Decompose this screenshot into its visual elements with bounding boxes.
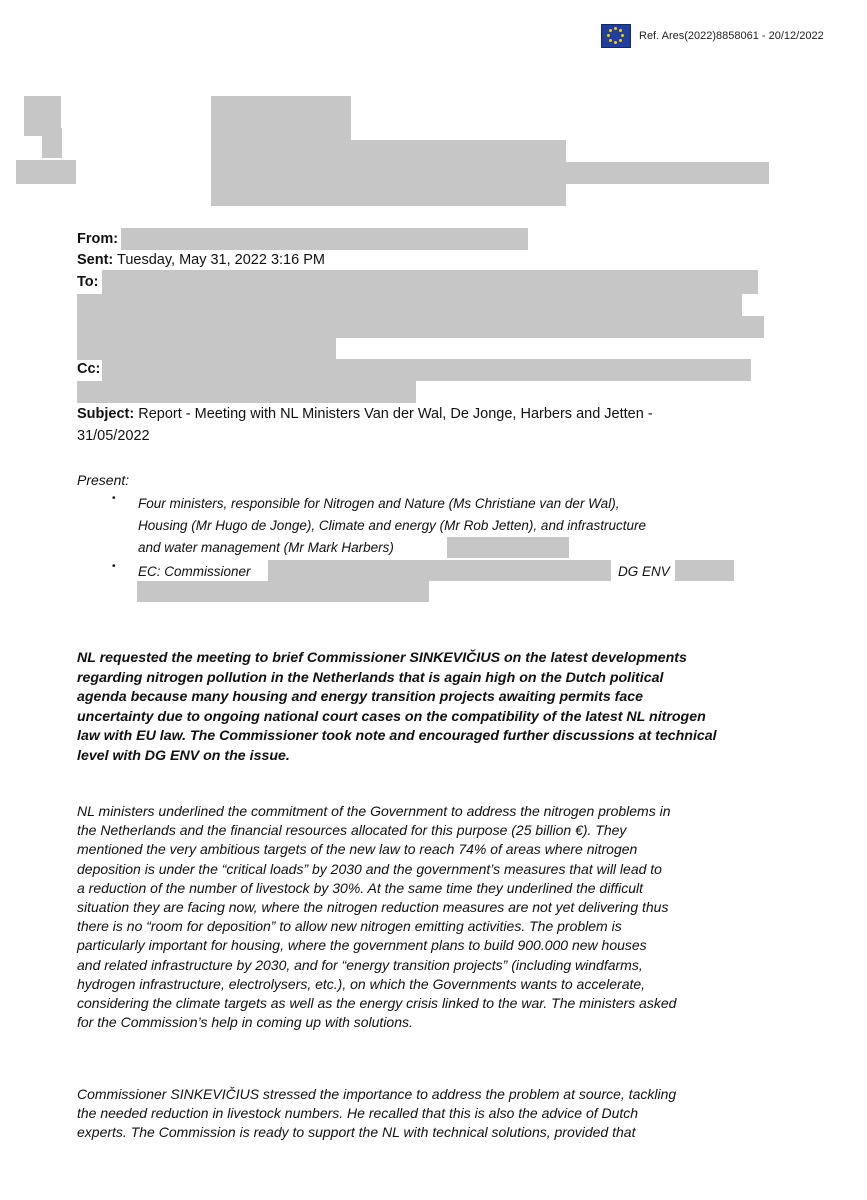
summary-line: level with DG ENV on the issue.: [77, 747, 290, 764]
redaction-present: [675, 560, 734, 581]
summary-line: uncertainty due to ongoing national court cases on the compatibility of the latest NL nitrogen: [77, 708, 706, 725]
paragraph-line: and related infrastructure by 2030, and for “energy transition projects” (including windfarms,: [77, 956, 643, 973]
paragraph-line: mentioned the very ambitious targets of the new law to reach 74% of areas where nitrogen: [77, 841, 638, 858]
redaction-block: [211, 140, 566, 162]
eu-flag-icon: [601, 24, 631, 48]
redaction-block: [16, 160, 76, 184]
present-label: Present:: [77, 472, 130, 488]
present-item-1-line-2: Housing (Mr Hugo de Jonge), Climate and energy (Mr Rob Jetten), and infrastructure: [138, 518, 646, 533]
paragraph-line: a reduction of the number of livestock by 30%. At the same time they underlined the difficult: [77, 879, 644, 896]
paragraph-line: considering the climate targets as well as the energy crisis linked to the war. The ministers asked: [77, 995, 677, 1012]
present-item-2-prefix: EC: Commissioner: [138, 564, 251, 579]
paragraph-line: situation they are facing now, where the nitrogen reduction measures are not yet delivering thus: [77, 899, 669, 916]
paragraph-line: NL ministers underlined the commitment of the Government to address the nitrogen problems in: [77, 803, 671, 819]
redaction-from: [121, 228, 528, 250]
bullet: •: [112, 561, 116, 572]
redaction-to: [77, 294, 742, 316]
subject-line: [77, 404, 653, 425]
subject-line-2: 31/05/2022: [77, 428, 150, 444]
redaction-to: [77, 338, 336, 360]
present-item-2-dg: DG ENV: [618, 564, 670, 579]
body-paragraph-3: [77, 1085, 777, 1143]
present-item-1-line-3: and water management (Mr Mark Harbers): [138, 540, 394, 555]
to-label: To:: [77, 274, 99, 290]
bullet: •: [112, 493, 116, 504]
paragraph-line: the Netherlands and the financial resources allocated for this purpose (25 billion €). They: [77, 822, 627, 839]
redaction-block: [211, 96, 351, 140]
subject-text: Report - Meeting with NL Ministers Van der Wal, De Jonge, Harbers and Jetten -: [134, 406, 653, 422]
redaction-to: [77, 316, 764, 338]
body-paragraph-2: [77, 802, 777, 1032]
ref-number: Ref. Ares(2022)8858061 - 20/12/2022: [639, 30, 824, 42]
ref-stamp: [601, 24, 824, 48]
paragraph-line: deposition is under the “critical loads” by 2030 and the government’s measures that will lead to: [77, 860, 662, 877]
redaction-cc: [77, 381, 416, 403]
summary-line: law with EU law. The Commissioner took note and encouraged further discussions at technical: [77, 728, 717, 744]
cc-label: Cc:: [77, 361, 101, 377]
redaction-present: [268, 560, 611, 581]
redaction-block: [211, 162, 769, 184]
summary-line: regarding nitrogen pollution in the Netherlands that is again high on the Dutch political: [77, 669, 664, 686]
paragraph-line: Commissioner SINKEVIČIUS stressed the importance to address the problem at source, tackling: [77, 1086, 677, 1102]
paragraph-line: particularly important for housing, where the government plans to build 900.000 new houses: [77, 937, 647, 954]
redaction-present: [137, 581, 429, 602]
paragraph-line: for the Commission’s help in coming up with solutions.: [77, 1014, 413, 1031]
present-item-1-line-1: Four ministers, responsible for Nitrogen and Nature (Ms Christiane van der Wal),: [138, 496, 620, 511]
redaction-to: [102, 270, 758, 294]
redaction-present: [447, 537, 569, 558]
sent-value: Tuesday, May 31, 2022 3:16 PM: [113, 252, 325, 268]
summary-paragraph: [77, 649, 777, 766]
from-label: From:: [77, 231, 119, 247]
summary-line: agenda because many housing and energy transition projects awaiting permits face: [77, 689, 644, 705]
paragraph-line: hydrogen infrastructure, electrolysers, etc.), on which the Governments wants to accelerate,: [77, 975, 646, 992]
redaction-block: [42, 128, 62, 158]
paragraph-line: the needed reduction in livestock numbers. He recalled that this is also the advice of Dutch: [77, 1105, 639, 1122]
sent-label: Sent:: [77, 252, 114, 268]
paragraph-line: there is no “room for deposition” to allow new nitrogen emitting activities. The problem is: [77, 918, 622, 935]
paragraph-line: experts. The Commission is ready to support the NL with technical solutions, provided that: [77, 1124, 636, 1141]
summary-line: NL requested the meeting to brief Commissioner SINKEVIČIUS on the latest developments: [77, 650, 687, 666]
sent-line: [77, 250, 325, 271]
redaction-cc: [102, 359, 751, 381]
redaction-block: [211, 184, 566, 206]
subject-label: Subject:: [77, 406, 135, 422]
